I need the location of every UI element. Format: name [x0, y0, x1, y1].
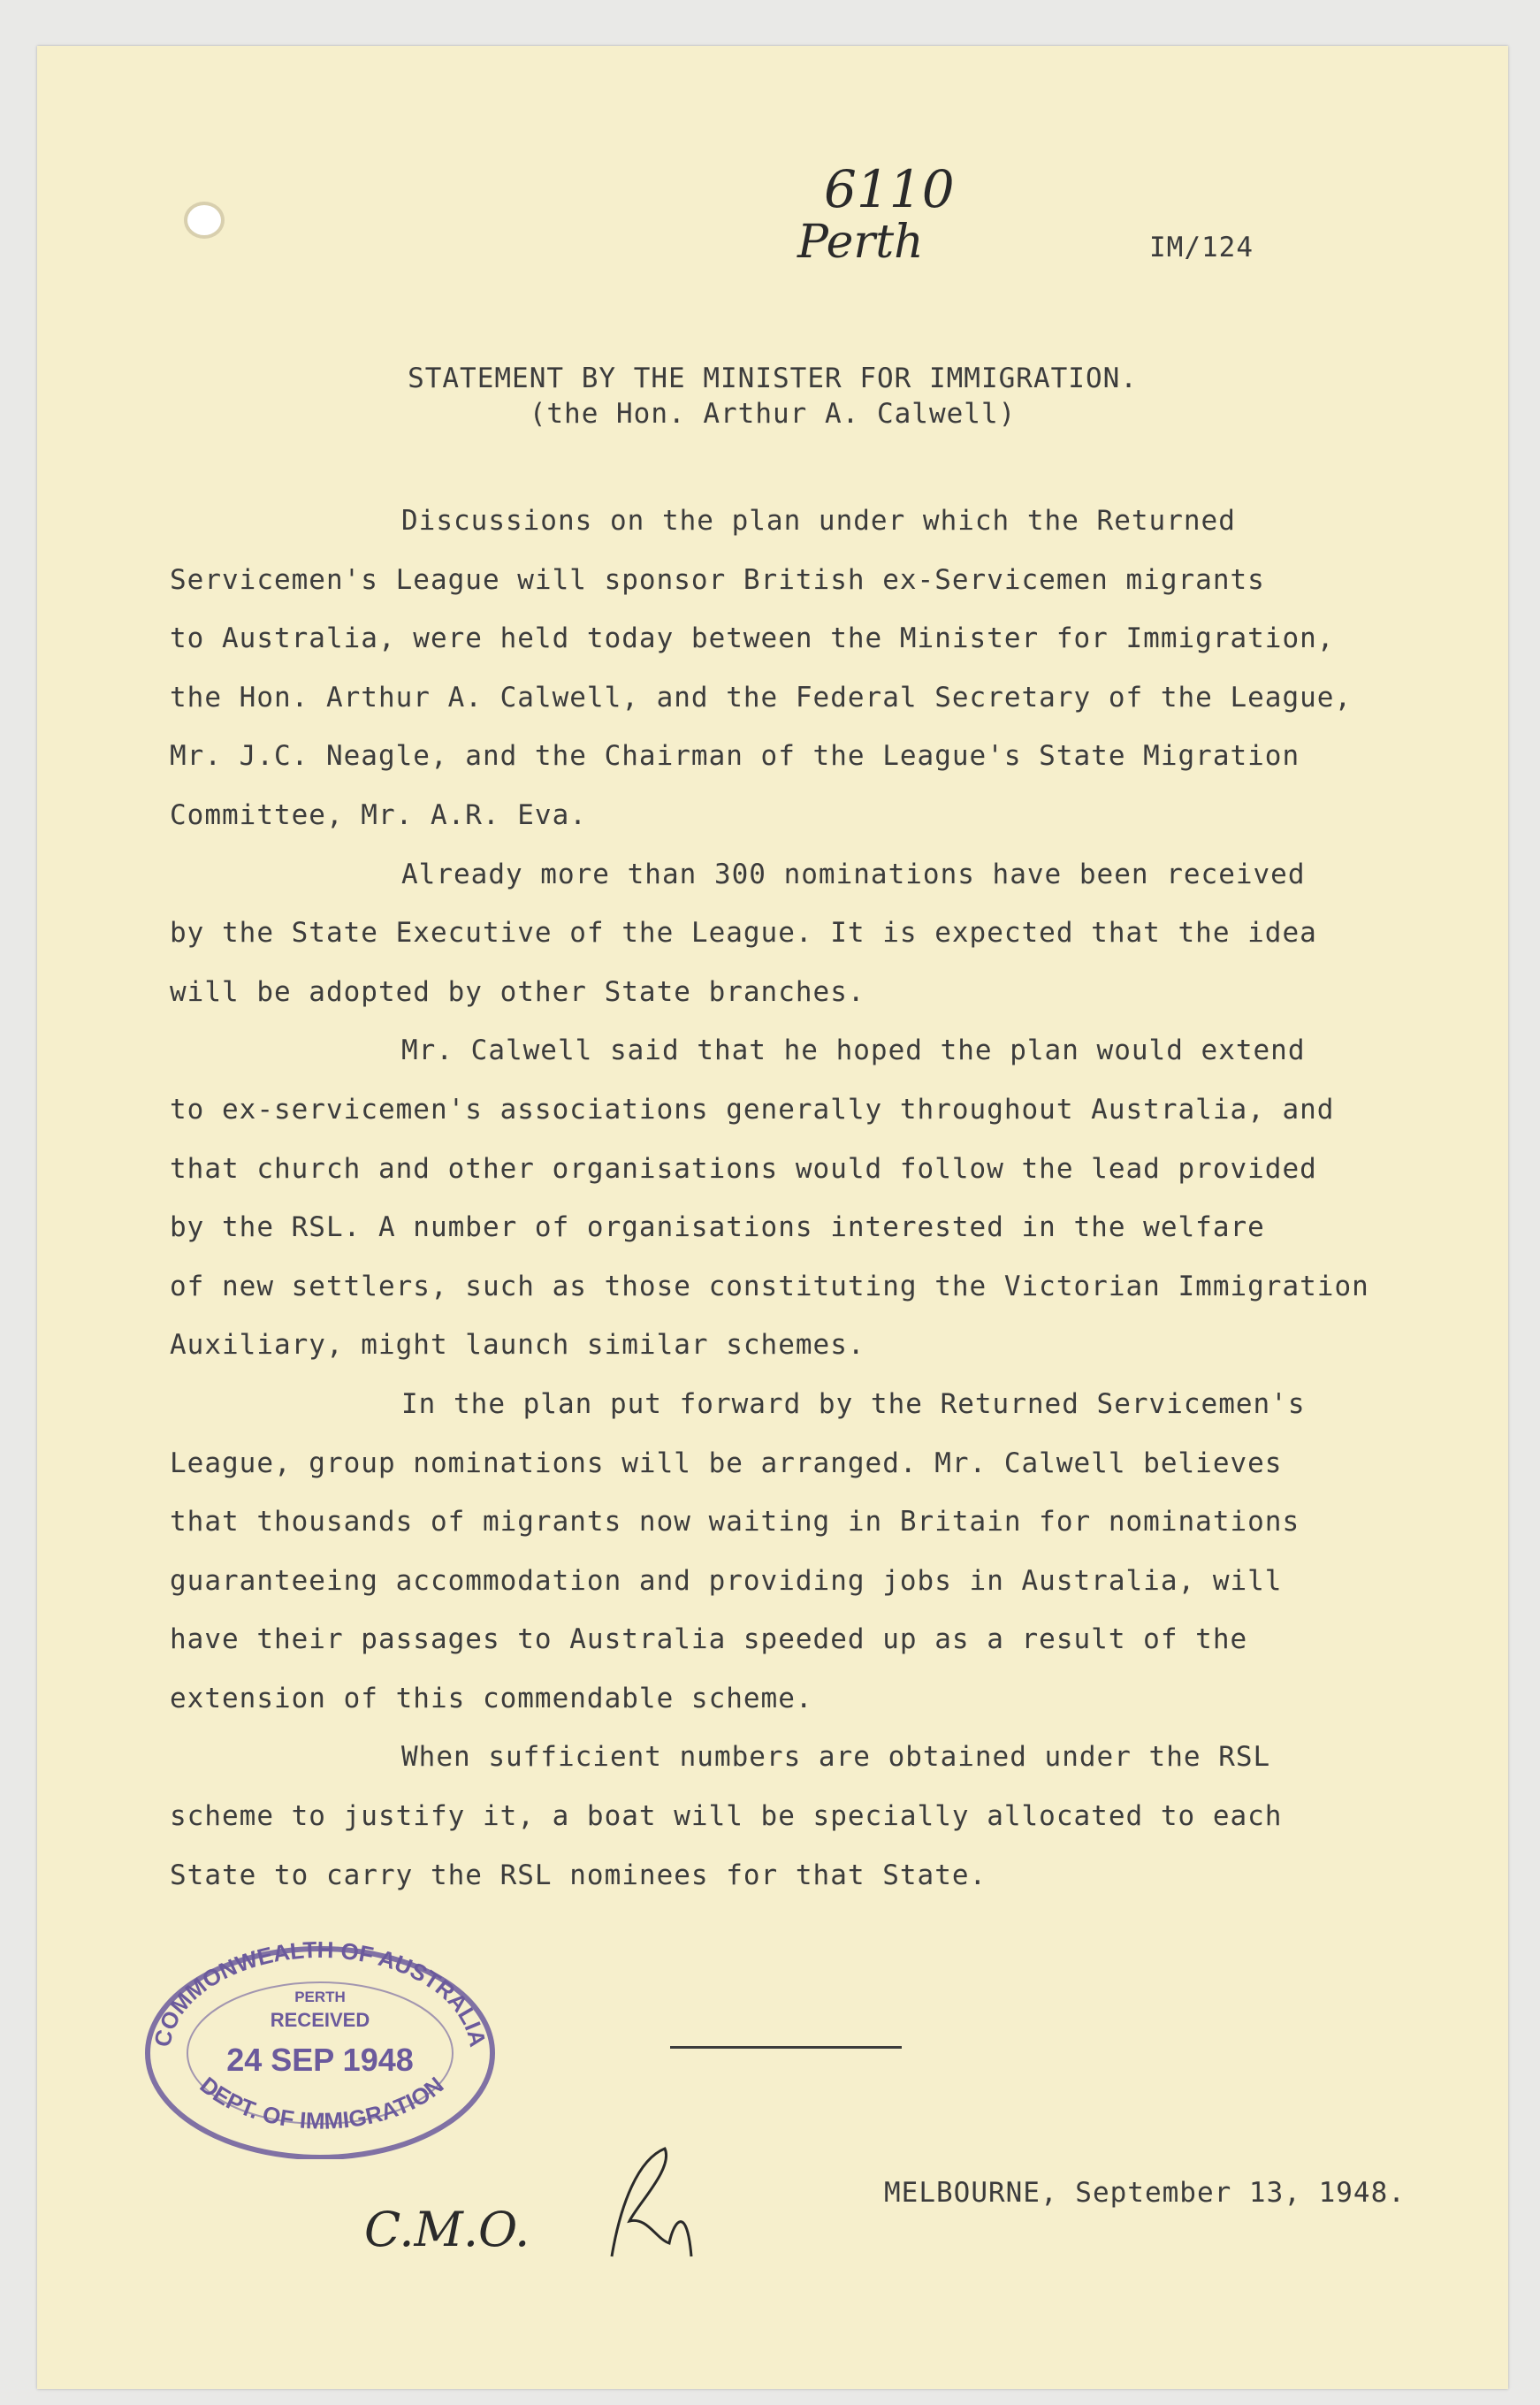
- body-line: Discussions on the plan under which the Returned: [401, 505, 1236, 537]
- body-line: by the State Executive of the League. It is expected that the idea: [170, 917, 1317, 950]
- body-line: guaranteeing accommodation and providing jobs in Australia, will: [170, 1564, 1283, 1597]
- body-line: the Hon. Arthur A. Calwell, and the Federal Secretary of the League,: [170, 681, 1353, 714]
- received-stamp: [134, 1920, 506, 2159]
- body-line: that thousands of migrants now waiting in Britain for nominations: [170, 1506, 1300, 1538]
- body-line: extension of this commendable scheme.: [170, 1682, 813, 1714]
- body-line: Mr. Calwell said that he hoped the plan would extend: [401, 1035, 1306, 1067]
- punch-hole: [187, 205, 221, 235]
- handwritten-signature-icon: [603, 2133, 700, 2265]
- body-line: to Australia, were held today between the Minister for Immigration,: [170, 622, 1335, 655]
- body-line: by the RSL. A number of organisations interested in the welfare: [170, 1211, 1265, 1244]
- body-line: scheme to justify it, a boat will be specially allocated to each: [170, 1800, 1283, 1833]
- stamp-top-text: COMMONWEALTH OF AUSTRALIA: [149, 1935, 492, 2050]
- body-line: Auxiliary, might launch similar schemes.: [170, 1329, 865, 1362]
- stamp-bottom-text: DEPT. OF IMMIGRATION: [194, 2071, 449, 2134]
- stamp-status: RECEIVED: [270, 2009, 370, 2031]
- handwritten-place: Perth: [797, 216, 924, 269]
- body-line: Committee, Mr. A.R. Eva.: [170, 798, 587, 831]
- body-line: State to carry the RSL nominees for that State.: [170, 1859, 987, 1891]
- stamp-city: PERTH: [294, 1989, 346, 2005]
- svg-text:DEPT. OF IMMIGRATION: [195, 2072, 449, 2134]
- body-line: When sufficient numbers are obtained under the RSL: [401, 1741, 1271, 1774]
- document-subtitle: (the Hon. Arthur A. Calwell): [529, 398, 1017, 430]
- body-line: of new settlers, such as those constituting the Victorian Immigration: [170, 1270, 1369, 1302]
- handwritten-file-number: 6110: [824, 159, 955, 219]
- body-line: Servicemen's League will sponsor British ex-Servicemen migrants: [170, 563, 1265, 596]
- statement-body: [170, 492, 1460, 1905]
- body-line: Mr. J.C. Neagle, and the Chairman of the League's State Migration: [170, 740, 1300, 773]
- body-line: that church and other organisations would follow the lead provided: [170, 1152, 1317, 1185]
- handwritten-note: C.M.O.: [364, 2202, 530, 2257]
- body-line: Already more than 300 nominations have been received: [401, 858, 1306, 890]
- stamp-date: 24 SEP 1948: [226, 2042, 414, 2078]
- body-line: to ex-servicemen's associations generally throughout Australia, and: [170, 1093, 1335, 1126]
- reference-number: IM/124: [1149, 232, 1254, 263]
- body-line: will be adopted by other State branches.: [170, 975, 865, 1008]
- document-title: STATEMENT BY THE MINISTER FOR IMMIGRATION.: [408, 363, 1138, 394]
- place-and-date: MELBOURNE, September 13, 1948.: [884, 2177, 1406, 2209]
- body-line: League, group nominations will be arranged. Mr. Calwell believes: [170, 1447, 1283, 1479]
- body-line: have their passages to Australia speeded up as a result of the: [170, 1623, 1248, 1656]
- body-line: In the plan put forward by the Returned Servicemen's: [401, 1387, 1306, 1420]
- separator-rule: [670, 2046, 902, 2049]
- document-page: [37, 46, 1508, 2389]
